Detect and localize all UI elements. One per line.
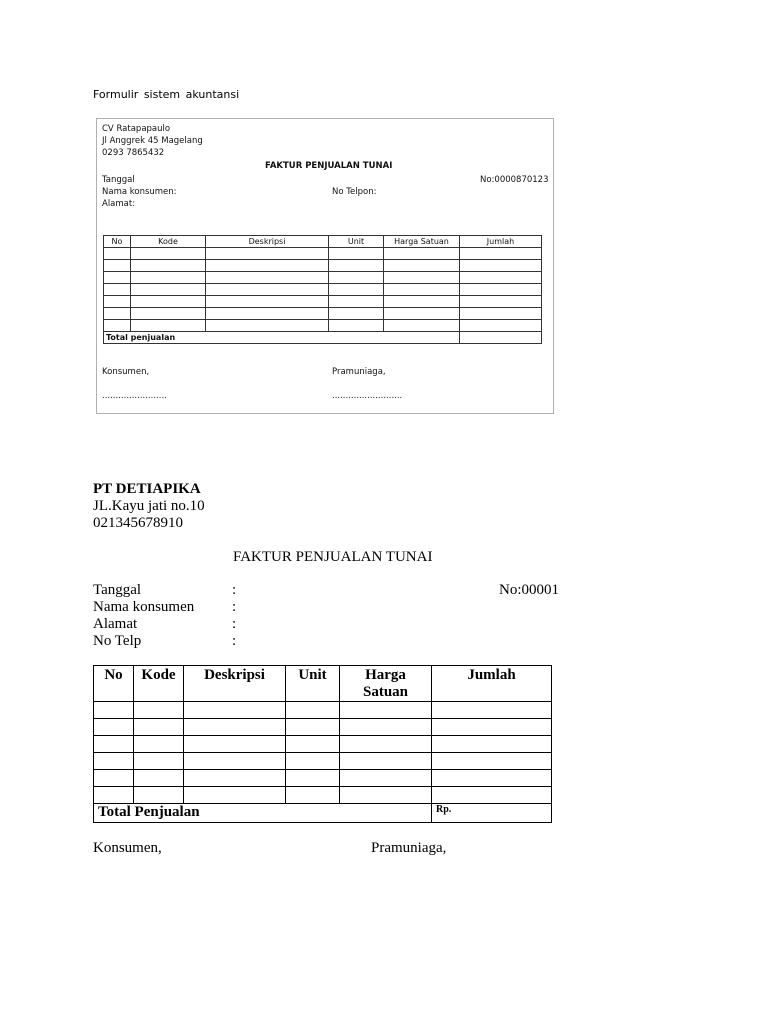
scan-phone-label: No Telpon: [332, 187, 377, 197]
scan-total-row [104, 332, 542, 344]
scan-company-phone: 0293 7865432 [102, 148, 165, 158]
items-table [93, 665, 552, 823]
field-address-label: Alamat [93, 616, 138, 632]
col-kode: Kode [134, 666, 184, 702]
scan-col-jumlah: Jumlah [460, 236, 542, 248]
scan-col-harga-satuan: Harga Satuan [384, 236, 460, 248]
company-name: PT DETIAPIKA [93, 481, 201, 497]
table-row [94, 753, 552, 770]
field-customer-label: Nama konsumen [93, 599, 195, 615]
scan-table-header [104, 236, 542, 248]
field-customer-sep: : [232, 599, 237, 615]
customer-signature: Konsumen, [93, 840, 162, 856]
field-address-sep: : [232, 616, 237, 632]
scan-customer-dots: ........................ [102, 391, 167, 401]
field-phone-label: No Telp [93, 633, 142, 649]
scan-table-row [104, 284, 542, 296]
company-address: JL.Kayu jati no.10 [93, 498, 205, 514]
table-row [94, 702, 552, 719]
scan-date-label: Tanggal [102, 175, 135, 185]
scan-table-row [104, 308, 542, 320]
scan-col-no: No [104, 236, 131, 248]
scan-col-deskripsi: Deskripsi [206, 236, 329, 248]
scan-table-row [104, 260, 542, 272]
scan-address-label: Alamat: [102, 199, 136, 209]
scanned-invoice-form [96, 118, 554, 414]
field-phone-sep: : [232, 633, 237, 649]
field-date-sep: : [232, 582, 237, 598]
total-currency: Rp. [432, 804, 552, 823]
scan-company-address: Jl Anggrek 45 Magelang [102, 136, 203, 146]
scan-table-row [104, 248, 542, 260]
col-deskripsi: Deskripsi [184, 666, 286, 702]
table-row [94, 736, 552, 753]
form-heading: Formulir sistem akuntansi [93, 88, 240, 101]
invoice-number: No:00001 [499, 582, 559, 598]
table-row [94, 770, 552, 787]
scan-col-kode: Kode [131, 236, 206, 248]
field-date-label: Tanggal [93, 582, 142, 598]
scan-invoice-title: FAKTUR PENJUALAN TUNAI [265, 161, 393, 171]
col-unit: Unit [286, 666, 340, 702]
scan-sales-dots: .......................... [332, 391, 403, 401]
scan-total-label: Total penjualan [104, 332, 460, 344]
sales-signature: Pramuniaga, [371, 840, 447, 856]
scan-table-row [104, 320, 542, 332]
table-header [94, 666, 552, 702]
scan-items-table [103, 235, 542, 344]
invoice-title: FAKTUR PENJUALAN TUNAI [233, 549, 433, 565]
scan-company-name: CV Ratapapaulo [102, 124, 171, 134]
scan-customer-signature: Konsumen, [102, 367, 150, 377]
table-row [94, 787, 552, 804]
col-harga-satuan: Harga Satuan [340, 666, 432, 702]
total-label: Total Penjualan [94, 804, 432, 823]
scan-table-row [104, 272, 542, 284]
table-row [94, 719, 552, 736]
scan-customer-label: Nama konsumen: [102, 187, 177, 197]
scan-table-row [104, 296, 542, 308]
scan-invoice-number: No:0000870123 [480, 175, 549, 185]
scan-sales-signature: Pramuniaga, [332, 367, 386, 377]
scan-col-unit: Unit [329, 236, 384, 248]
col-no: No [94, 666, 134, 702]
col-jumlah: Jumlah [432, 666, 552, 702]
company-phone: 021345678910 [93, 515, 183, 531]
total-row [94, 804, 552, 823]
